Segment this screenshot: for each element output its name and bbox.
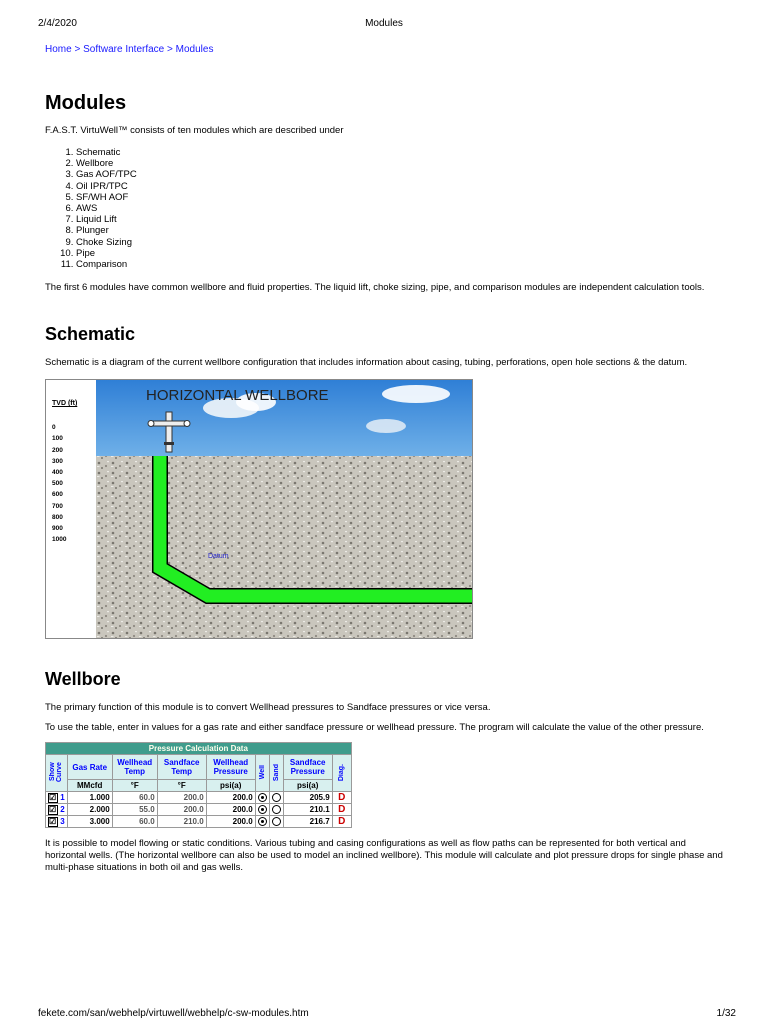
cell-wellhead-temp[interactable]: 55.0 (112, 804, 157, 816)
breadcrumb (45, 44, 725, 56)
horizontal-wellbore-schematic (45, 379, 473, 639)
well-radio[interactable] (258, 793, 267, 802)
cloud (382, 385, 450, 403)
module-list-item: 8. Plunger (76, 225, 725, 236)
cell-sandface-temp[interactable]: 200.0 (157, 792, 206, 804)
sand-radio-cell (269, 816, 283, 828)
table-caption: Pressure Calculation Data (46, 743, 352, 755)
module-list (45, 147, 725, 270)
module-list-item: 3. Gas AOF/TPC (76, 169, 725, 180)
sand-radio-cell (269, 804, 283, 816)
module-list-item: 1. Schematic (76, 147, 725, 158)
sand-radio[interactable] (272, 793, 281, 802)
schematic-heading: Schematic (45, 324, 136, 345)
show-curve-checkbox[interactable]: ☑ (49, 792, 57, 802)
module-list-item: 6. AWS (76, 203, 725, 214)
cell-wellhead-pressure[interactable]: 200.0 (206, 792, 255, 804)
tvd-tick-label: 200 (52, 446, 63, 454)
show-curve-checkbox[interactable]: ☑ (49, 816, 57, 826)
tvd-scale (46, 380, 97, 638)
well-radio-cell (255, 816, 269, 828)
tvd-tick-label: 600 (52, 491, 63, 499)
cell-sandface-pressure: 210.1 (283, 804, 332, 816)
unit-sandface-temp: °F (157, 780, 206, 792)
breadcrumb-software-interface[interactable]: Software Interface (83, 44, 165, 55)
wellbore-heading: Wellbore (45, 669, 121, 690)
breadcrumb-separator: > (71, 44, 84, 55)
tvd-tick-label: 700 (52, 502, 63, 510)
print-url: fekete.com/san/webhelp/virtuwell/webhelp/c-sw-modules.htm (38, 1008, 309, 1019)
cell-gas-rate[interactable]: 2.000 (67, 804, 112, 816)
row-number: 3 (60, 816, 65, 826)
wellbore-diagram (96, 380, 472, 638)
module-list-item: 4. Oil IPR/TPC (76, 181, 725, 192)
breadcrumb-home[interactable]: Home (45, 44, 72, 55)
summary-text: The first 6 modules have common wellbore and fluid properties. The liquid lift, choke sizing, pipe, and comparison modules are independent calculation tools. (45, 282, 705, 294)
schematic-title: HORIZONTAL WELLBORE (146, 387, 329, 405)
cell-sandface-pressure: 216.7 (283, 816, 332, 828)
unit-gas-rate: MMcfd (67, 780, 112, 792)
tvd-tick-label: 900 (52, 525, 63, 533)
show-curve-checkbox[interactable]: ☑ (49, 804, 57, 814)
tvd-label: TVD (ft) (52, 400, 78, 408)
unit-wellhead-pressure: psi(a) (206, 780, 255, 792)
tvd-tick-label: 1000 (52, 536, 67, 544)
header-gas-rate: Gas Rate (67, 755, 112, 780)
tvd-tick-label: 0 (52, 424, 56, 432)
header-wellhead-pressure: Wellhead Pressure (206, 755, 255, 780)
cell-wellhead-temp[interactable]: 60.0 (112, 792, 157, 804)
wellbore-text-3: It is possible to model flowing or static conditions. Various tubing and casing configurations as well as flow paths can be represented for both vertical and horizontal wells. (The horizontal wellbore can also be used to model an inclined wellbore). This module will calculate and plot pressure drops for single phase and multi-phase situations in both oil and gas wells. (45, 838, 723, 874)
print-title: Modules (365, 18, 403, 29)
breadcrumb-modules[interactable]: Modules (175, 44, 214, 55)
well-radio-cell (255, 792, 269, 804)
cell-wellhead-pressure[interactable]: 200.0 (206, 816, 255, 828)
sand-radio[interactable] (272, 805, 281, 814)
cloud (366, 419, 406, 433)
tvd-tick-label: 300 (52, 457, 63, 465)
diag-button[interactable]: D (332, 816, 351, 828)
header-diag: Diag. (332, 755, 351, 792)
header-show-curve: Show Curve (46, 755, 68, 792)
wellbore-text-2: To use the table, enter in values for a gas rate and either sandface pressure or wellhead pressure. The program will calculate the value of the other pressure. (45, 722, 704, 734)
well-radio[interactable] (258, 805, 267, 814)
page-content (45, 44, 725, 882)
page-title: Modules (45, 92, 127, 114)
module-list-item: 5. SF/WH AOF (76, 192, 725, 203)
cell-wellhead-pressure[interactable]: 200.0 (206, 804, 255, 816)
module-list-item: 7. Liquid Lift (76, 214, 725, 225)
table-row (46, 804, 352, 816)
row-number: 1 (60, 792, 65, 802)
unit-wellhead-temp: °F (112, 780, 157, 792)
header-wellhead-temp: Wellhead Temp (112, 755, 157, 780)
tvd-tick-label: 100 (52, 435, 63, 443)
cell-sandface-temp[interactable]: 210.0 (157, 816, 206, 828)
cell-sandface-temp[interactable]: 200.0 (157, 804, 206, 816)
breadcrumb-separator: > (164, 44, 176, 55)
module-list-item: 9. Choke Sizing (76, 237, 725, 248)
well-radio[interactable] (258, 817, 267, 826)
intro-text: F.A.S.T. VirtuWell™ consists of ten modules which are described under (45, 125, 344, 136)
tvd-tick-label: 800 (52, 513, 63, 521)
wellbore-text-1: The primary function of this module is to convert Wellhead pressures to Sandface pressures or vice versa. (45, 702, 491, 714)
sand-radio-cell (269, 792, 283, 804)
sand-radio[interactable] (272, 817, 281, 826)
diag-button[interactable]: D (332, 792, 351, 804)
datum-label: Datum (208, 553, 229, 561)
tvd-tick-label: 400 (52, 469, 63, 477)
header-sandface-temp: Sandface Temp (157, 755, 206, 780)
table-row (46, 792, 352, 804)
page-number: 1/32 (716, 1008, 736, 1019)
row-number: 2 (60, 804, 65, 814)
diag-button[interactable]: D (332, 804, 351, 816)
header-sandface-pressure: Sandface Pressure (283, 755, 332, 780)
cell-gas-rate[interactable]: 3.000 (67, 816, 112, 828)
header-well: Well (255, 755, 269, 792)
unit-sandface-pressure: psi(a) (283, 780, 332, 792)
cell-gas-rate[interactable]: 1.000 (67, 792, 112, 804)
module-list-item: 10. Pipe (76, 248, 725, 259)
header-sand: Sand (269, 755, 283, 792)
schematic-text: Schematic is a diagram of the current wellbore configuration that includes information about casing, tubing, perforations, open hole sections & the datum. (45, 357, 688, 369)
print-header (38, 18, 724, 32)
pressure-calculation-table (45, 742, 352, 828)
print-date: 2/4/2020 (38, 18, 77, 29)
cell-sandface-pressure: 205.9 (283, 792, 332, 804)
well-radio-cell (255, 804, 269, 816)
module-list-item: 2. Wellbore (76, 158, 725, 169)
table-row (46, 816, 352, 828)
module-list-item: 11. Comparison (76, 259, 725, 270)
cell-wellhead-temp[interactable]: 60.0 (112, 816, 157, 828)
tvd-tick-label: 500 (52, 480, 63, 488)
